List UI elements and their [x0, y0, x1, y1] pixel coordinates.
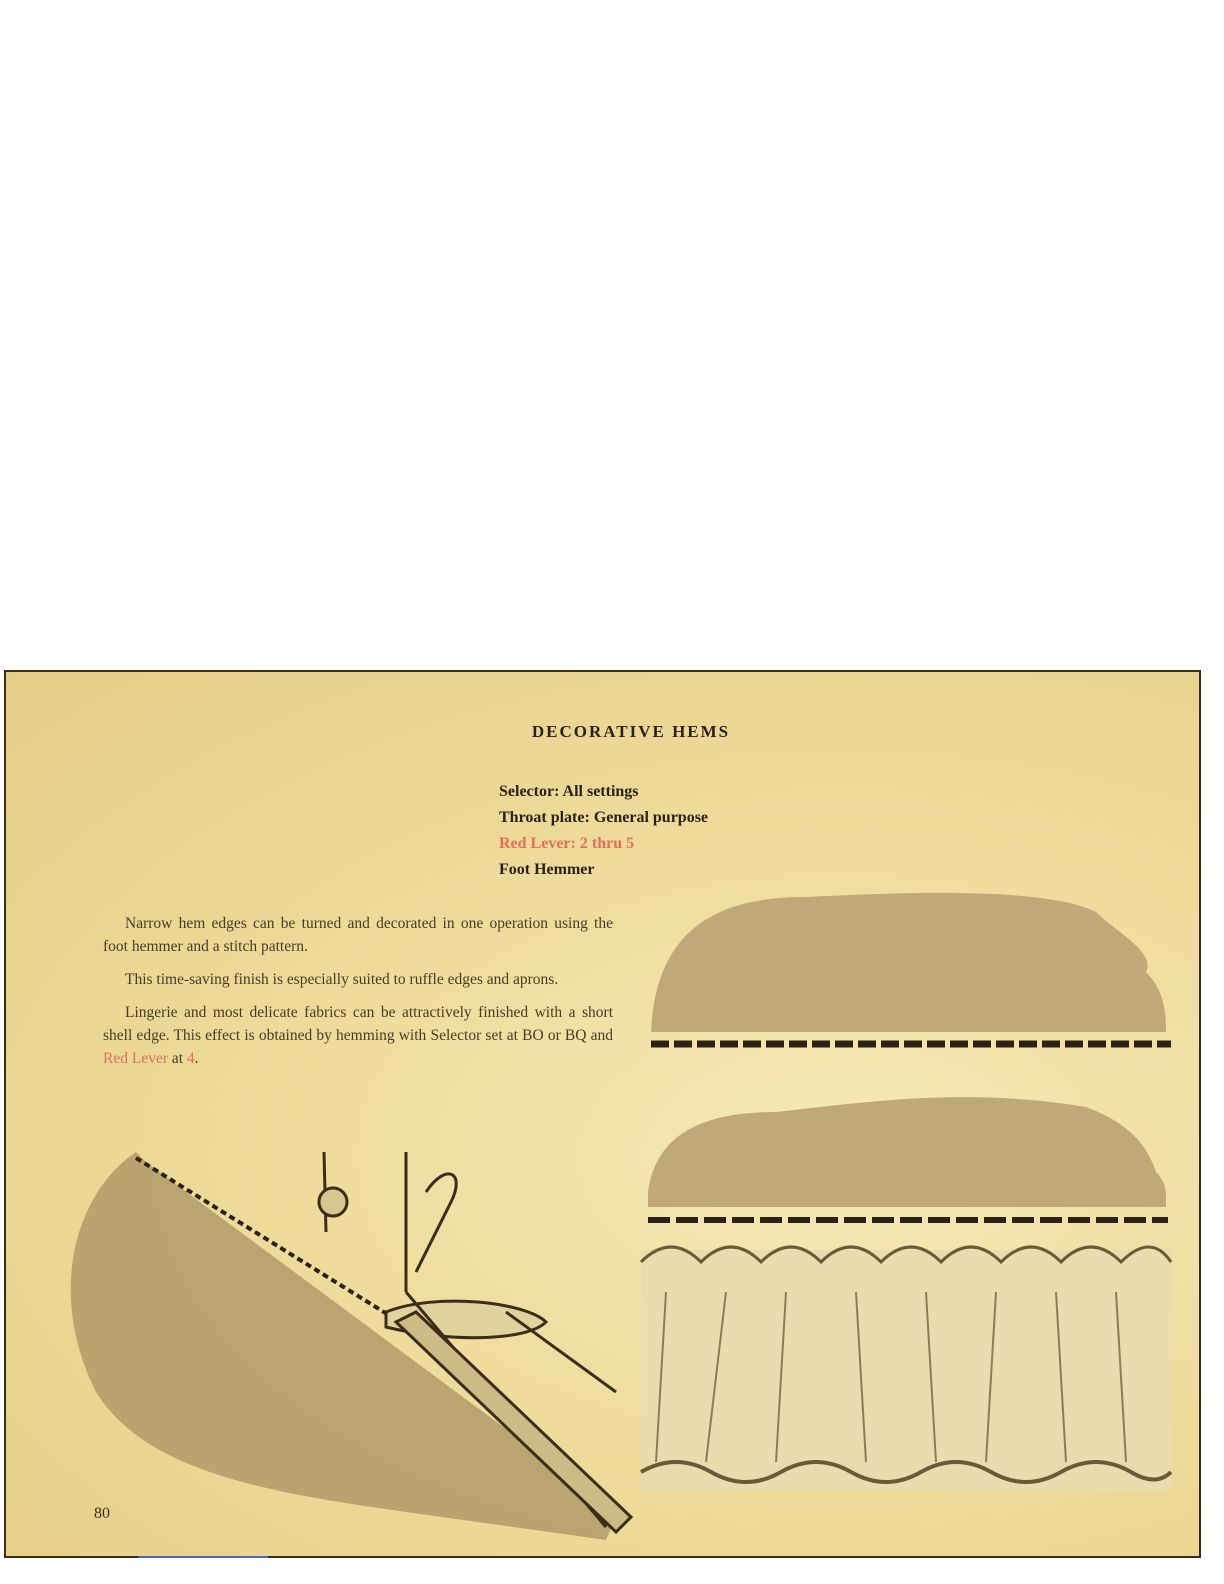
hem-sample-1: [651, 893, 1166, 1032]
setting-red-lever: Red Lever: 2 thru 5: [499, 835, 635, 852]
page-title: DECORATIVE HEMS: [531, 722, 731, 741]
setting-throat-plate: Throat plate: General purpose: [499, 809, 709, 826]
setting-foot: Foot Hemmer: [499, 861, 595, 878]
paragraph-3: [103, 1001, 613, 1070]
instructions-text: [103, 912, 613, 1080]
paragraph-3-text-b: at: [167, 1050, 187, 1067]
manual-page-photo: [4, 670, 1201, 1558]
paragraph-3-end: .: [194, 1050, 199, 1067]
paragraph-1: Narrow hem edges can be turned and decorated in one operation using the foot hemmer and a stitch pattern.: [103, 915, 613, 955]
paragraph-2: This time-saving finish is especially suited to ruffle edges and aprons.: [125, 971, 559, 988]
setting-selector: Selector: All settings: [499, 783, 639, 800]
hem-sample-2-shape: [648, 1097, 1166, 1207]
paragraph-3-text-a: Lingerie and most delicate fabrics can be attractively finished with a short shell edge. This effect is obtained by hemming with Selector set at BO or BQ and: [103, 1004, 613, 1044]
page-number: 80: [94, 1505, 110, 1522]
paragraph-3-value: 4: [186, 1050, 195, 1067]
ruffle-sample: [641, 1247, 1171, 1490]
paragraph-3-red-lever: Red Lever: [103, 1050, 168, 1067]
link-underline[interactable]: [138, 1556, 268, 1558]
settings-list: [499, 779, 708, 883]
